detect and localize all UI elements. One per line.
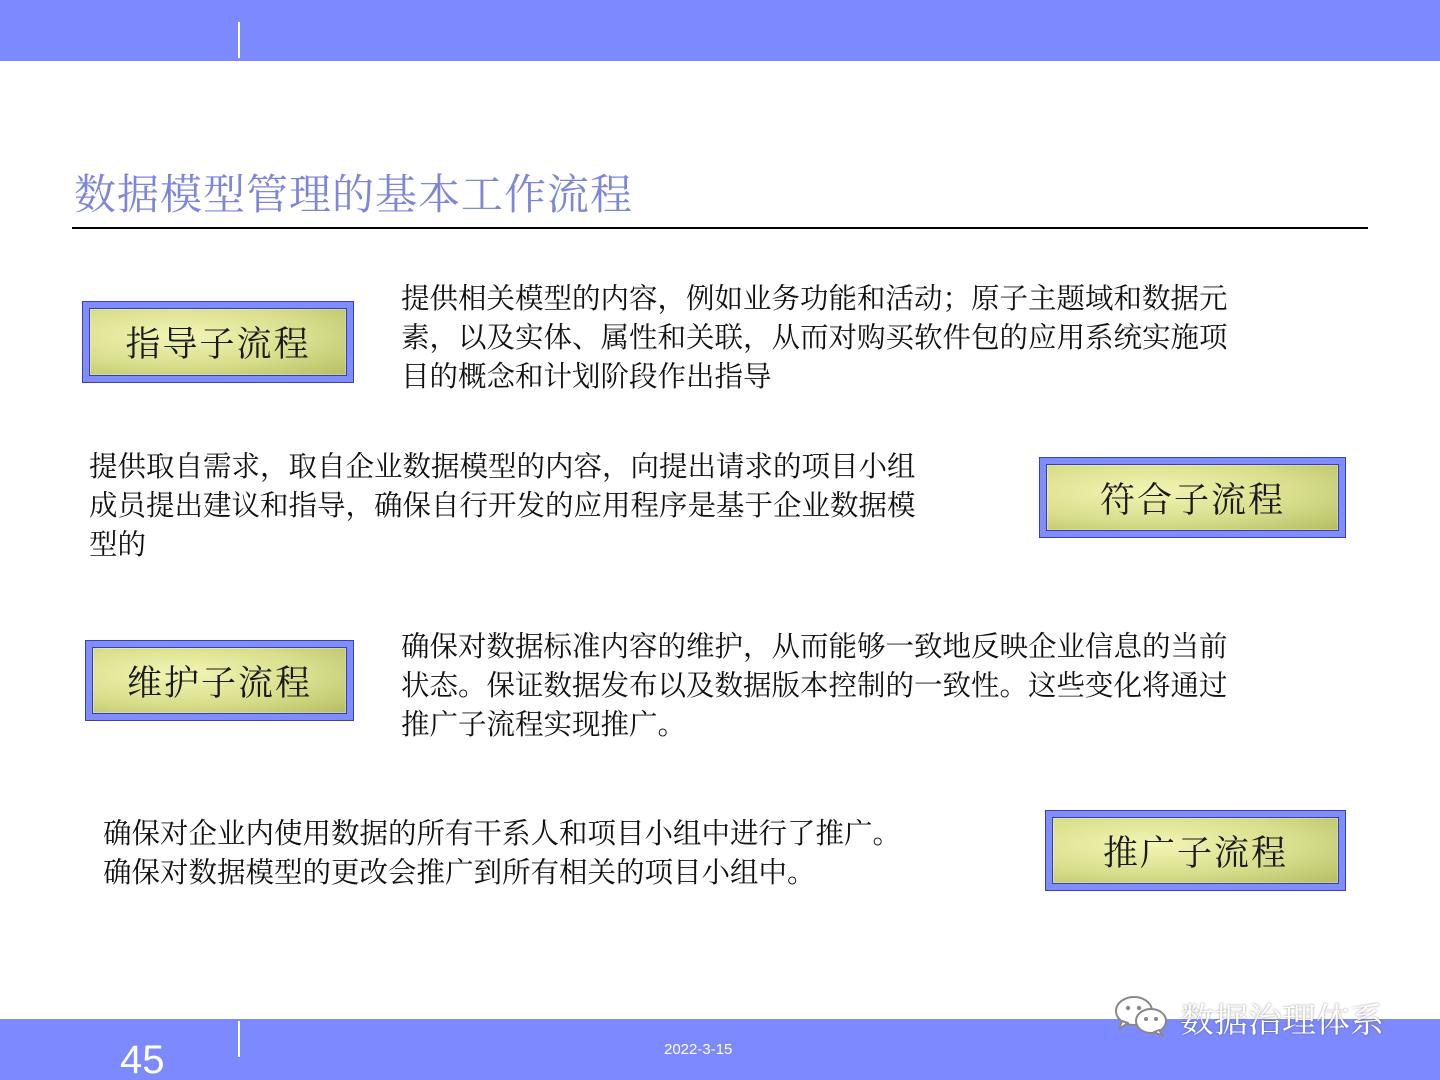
description-line: 推广子流程实现推广。 [401,708,687,741]
description-line: 型的 [89,528,147,561]
wechat-icon [1112,992,1170,1042]
bottom-divider-tick [238,1021,240,1057]
watermark [1112,994,1384,1040]
description-line: 确保对数据标准内容的维护，从而能够一致地反映企业信息的当前 [401,630,1228,663]
process-box-maintain [85,640,354,721]
slide-title: 数据模型管理的基本工作流程 [74,170,634,219]
process-label-promote: 推广子流程 [1102,833,1288,874]
process-box-conform [1039,457,1346,538]
description-line: 提供相关模型的内容，例如业务功能和活动；原子主题域和数据元 [401,282,1228,315]
top-band [0,0,1440,61]
process-label-guide: 指导子流程 [125,325,311,365]
description-line: 素，以及实体、属性和关联，从而对购买软件包的应用系统实施项 [401,321,1228,354]
slide-date: 2022-3-15 [664,1041,733,1058]
page-number: 45 [120,1038,165,1080]
top-divider-tick [238,22,240,58]
process-label-conform: 符合子流程 [1099,480,1285,521]
process-description-guide [401,279,1228,396]
description-line: 目的概念和计划阶段作出指导 [401,360,772,393]
process-description-promote [103,814,901,892]
process-box-promote [1045,810,1346,891]
description-line: 确保对数据模型的更改会推广到所有相关的项目小组中。 [103,856,816,889]
process-label-maintain: 维护子流程 [126,663,312,704]
description-line: 提供取自需求，取自企业数据模型的内容，向提出请求的项目小组 [89,450,916,483]
process-description-maintain [401,627,1228,744]
process-box-guide [82,301,354,383]
title-underline [72,227,1368,229]
description-line: 确保对企业内使用数据的所有干系人和项目小组中进行了推广。 [103,817,902,850]
description-line: 状态。保证数据发布以及数据版本控制的一致性。这些变化将通过 [401,669,1228,702]
watermark-text: 数据治理体系 [1180,1000,1384,1041]
process-description-conform [89,447,916,564]
description-line: 成员提出建议和指导，确保自行开发的应用程序是基于企业数据模 [89,489,916,522]
